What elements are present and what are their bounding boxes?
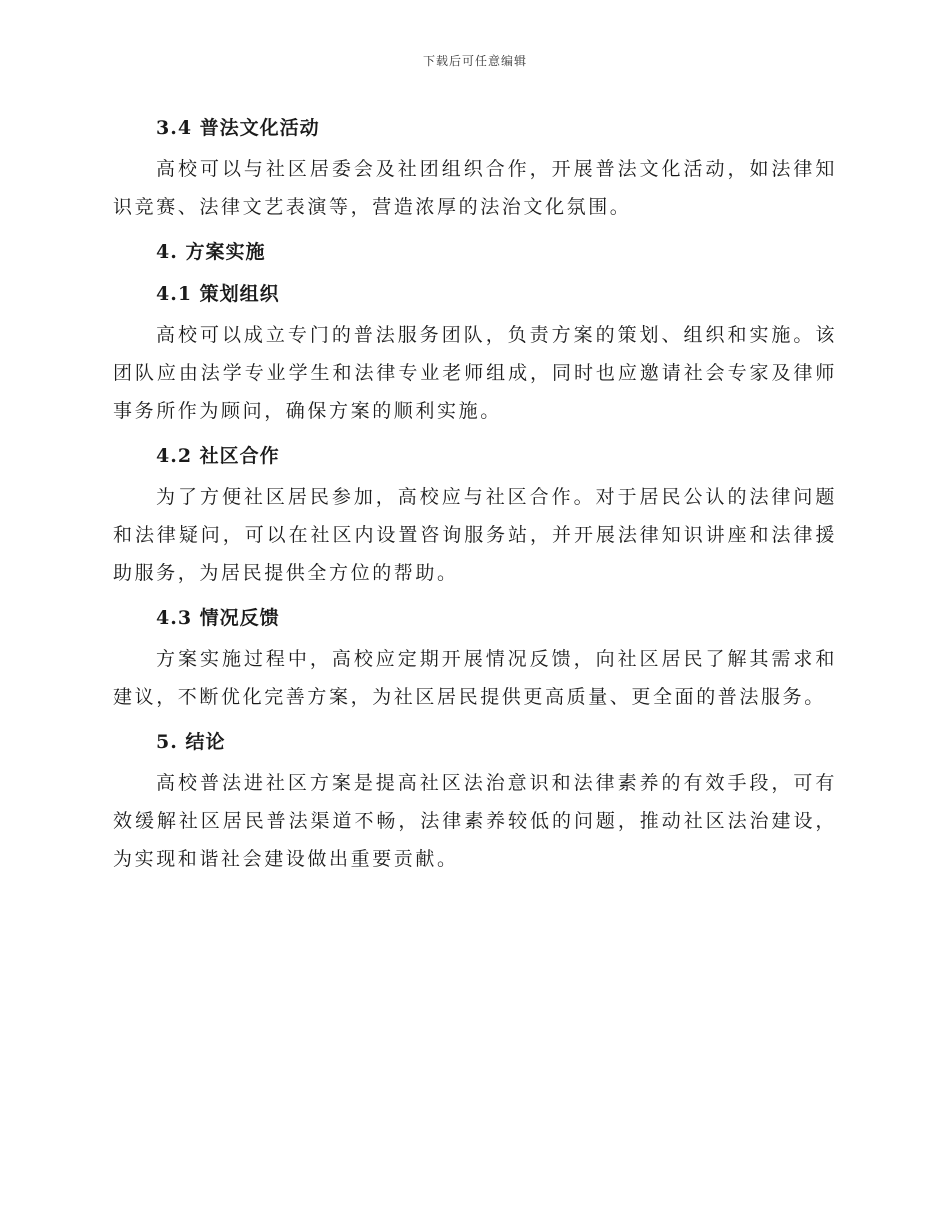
- section-paragraph-4-2: 为了方便社区居民参加，高校应与社区合作。对于居民公认的法律问题和法律疑问，可以在社区内设置咨询服务站，并开展法律知识讲座和法律援助服务，为居民提供全方位的帮助。: [113, 486, 837, 584]
- section-paragraph-4-1: 高校可以成立专门的普法服务团队，负责方案的策划、组织和实施。该团队应由法学专业学生和法律专业老师组成，同时也应邀请社会专家及律师事务所作为顾问，确保方案的顺利实施。: [113, 324, 837, 422]
- section-heading-3-4: 3.4 普法文化活动: [156, 117, 320, 139]
- section-heading-4: 4. 方案实施: [156, 241, 266, 263]
- page-header: 下载后可任意编辑: [422, 54, 527, 68]
- document-body: [113, 108, 837, 878]
- section-paragraph-3-4: 高校可以与社区居委会及社团组织合作，开展普法文化活动，如法律知识竞赛、法律文艺表演等，营造浓厚的法治文化氛围。: [113, 158, 837, 218]
- section-paragraph-4-3: 方案实施过程中，高校应定期开展情况反馈，向社区居民了解其需求和建议，不断优化完善方案，为社区居民提供更高质量、更全面的普法服务。: [113, 648, 837, 708]
- section-heading-4-1: 4.1 策划组织: [156, 283, 280, 305]
- section-heading-5: 5. 结论: [156, 731, 226, 753]
- section-paragraph-5: 高校普法进社区方案是提高社区法治意识和法律素养的有效手段，可有效缓解社区居民普法渠道不畅，法律素养较低的问题，推动社区法治建设，为实现和谐社会建设做出重要贡献。: [113, 772, 837, 870]
- section-heading-4-2: 4.2 社区合作: [156, 445, 280, 467]
- section-heading-4-3: 4.3 情况反馈: [156, 607, 280, 629]
